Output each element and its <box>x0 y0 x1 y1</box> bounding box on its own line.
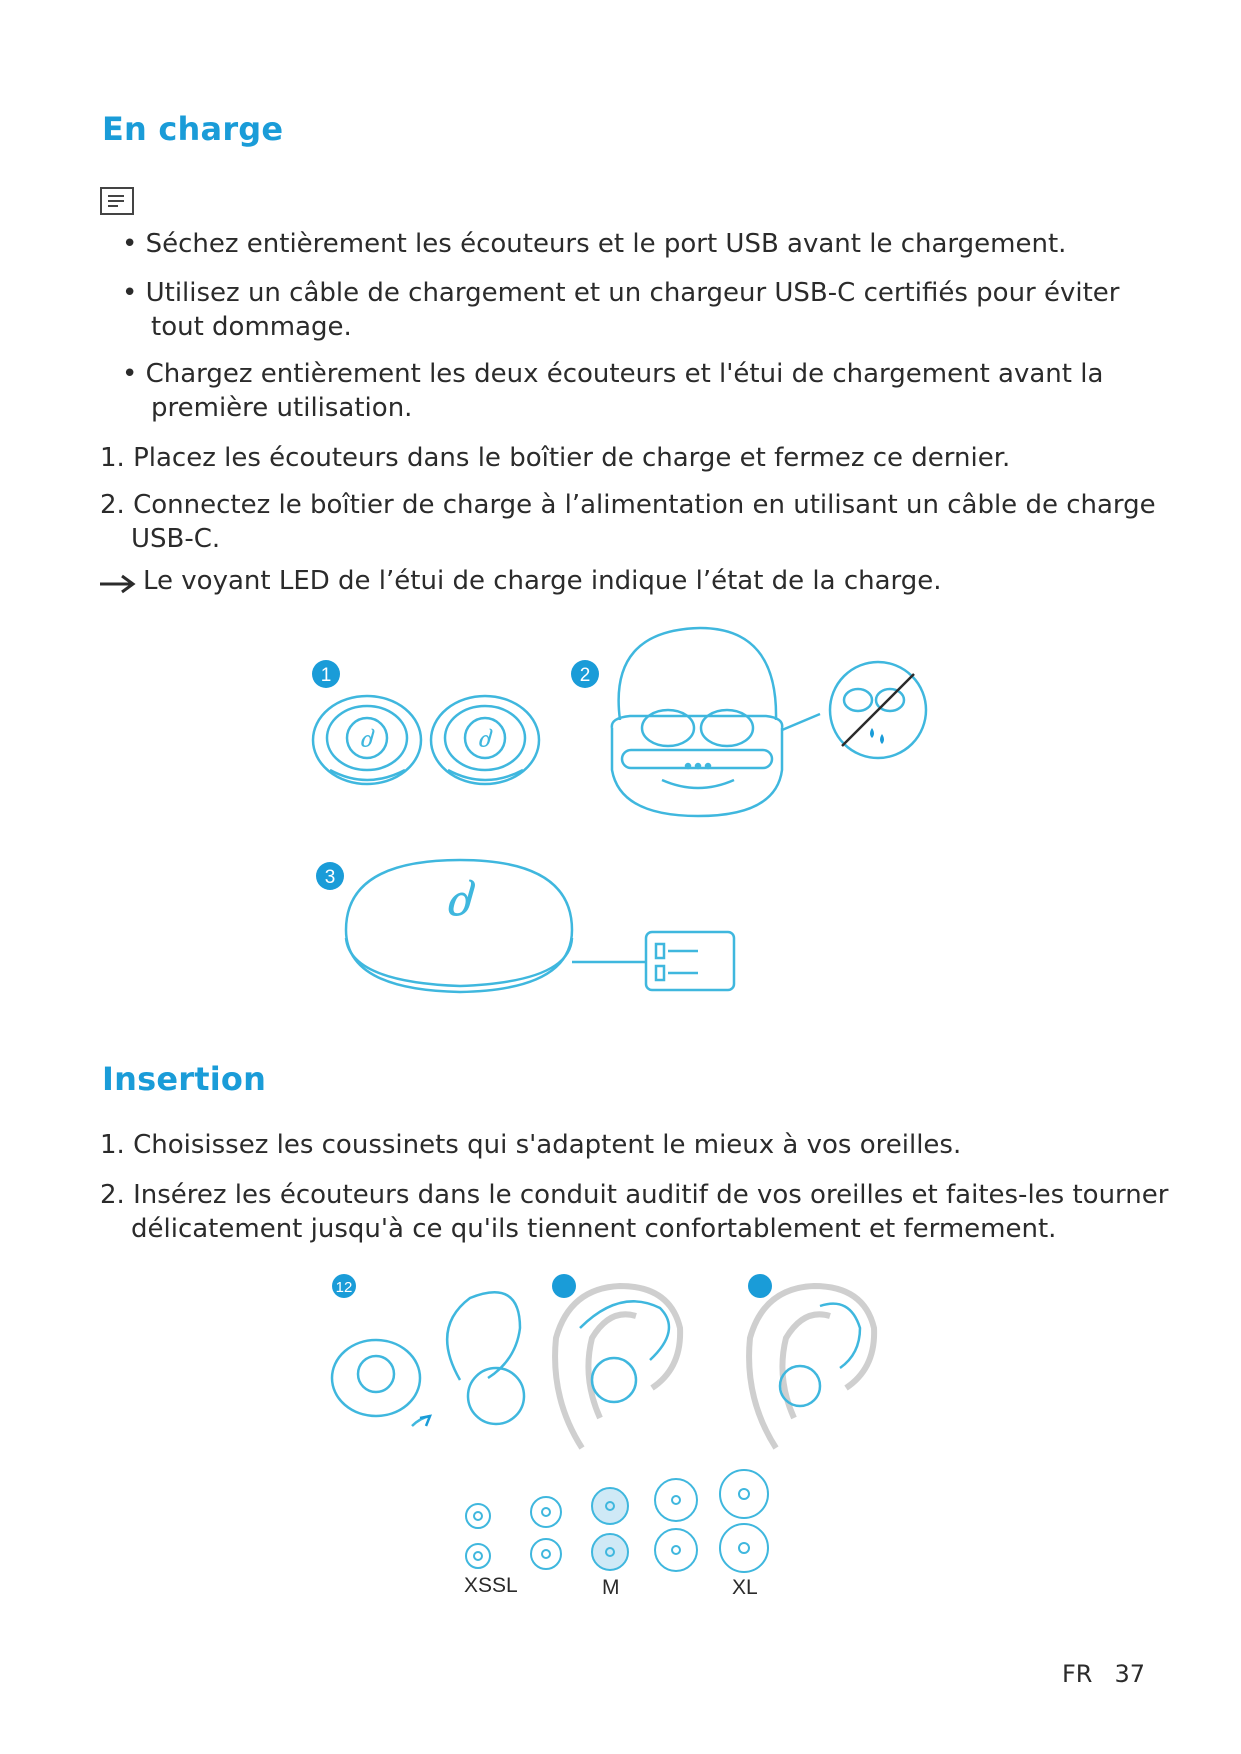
ear-tip-sizes <box>450 1460 790 1590</box>
svg-text:1: 1 <box>320 665 332 686</box>
tip-size-label-xl: XL <box>732 1576 758 1599</box>
page-number: 37 <box>1114 1660 1145 1688</box>
section-title-charge: En charge <box>102 110 284 148</box>
note-3: • Chargez entièrement les deux écouteurs et l'étui de chargement avant la <box>122 359 1104 389</box>
section-title-insertion: Insertion <box>102 1060 267 1098</box>
open-charging-case <box>612 628 926 816</box>
figure-badge-3 <box>316 862 344 890</box>
note-icon <box>100 187 134 215</box>
charge-step-1: 1. Placez les écouteurs dans le boîtier de charge et fermez ce dernier. <box>100 443 1011 473</box>
note-2-cont: tout dommage. <box>151 312 352 342</box>
water-drops-icon <box>870 728 884 744</box>
charge-result: Le voyant LED de l’étui de charge indique l’état de la charge. <box>143 566 942 596</box>
step-dot-3 <box>748 1274 772 1298</box>
page-footer <box>1062 1660 1145 1688</box>
svg-text:ძ: ძ <box>446 876 474 927</box>
note-1: • Séchez entièrement les écouteurs et le port USB avant le chargement. <box>122 229 1067 259</box>
svg-text:ძ: ძ <box>360 728 374 753</box>
note-3-cont: première utilisation. <box>151 393 413 423</box>
step-dot-2 <box>552 1274 576 1298</box>
figure-badge-12 <box>332 1274 356 1298</box>
insertion-illustration <box>320 1268 920 1468</box>
earbud-with-tip <box>332 1292 524 1426</box>
ear-illustration-2 <box>749 1286 874 1448</box>
tip-size-label-m: M <box>602 1576 620 1599</box>
note-2: • Utilisez un câble de chargement et un chargeur USB-C certifiés pour éviter <box>122 278 1120 308</box>
closed-charging-case <box>346 860 734 992</box>
figure-badge-2 <box>571 660 599 688</box>
figure-badge-1 <box>312 660 340 688</box>
svg-text:3: 3 <box>324 867 336 888</box>
charge-step-2-cont: USB-C. <box>131 524 221 554</box>
svg-text:ძ: ძ <box>478 728 492 753</box>
footer-lang: FR <box>1061 1660 1093 1688</box>
insertion-step-2-cont: délicatement jusqu'à ce qu'ils tiennent confortablement et fermement. <box>131 1214 1057 1244</box>
arrow-right-icon <box>98 572 138 596</box>
insertion-step-1: 1. Choisissez les coussinets qui s'adaptent le mieux à vos oreilles. <box>100 1130 962 1160</box>
tip-size-label-xssl: XSSL <box>464 1574 518 1597</box>
charge-step-2: 2. Connectez le boîtier de charge à l’alimentation en utilisant un câble de charge <box>100 490 1156 520</box>
svg-text:2: 2 <box>579 665 591 686</box>
insertion-step-2: 2. Insérez les écouteurs dans le conduit auditif de vos oreilles et faites-les tourner <box>100 1180 1169 1210</box>
svg-text:12: 12 <box>335 1279 353 1296</box>
charging-illustration <box>290 620 970 1020</box>
